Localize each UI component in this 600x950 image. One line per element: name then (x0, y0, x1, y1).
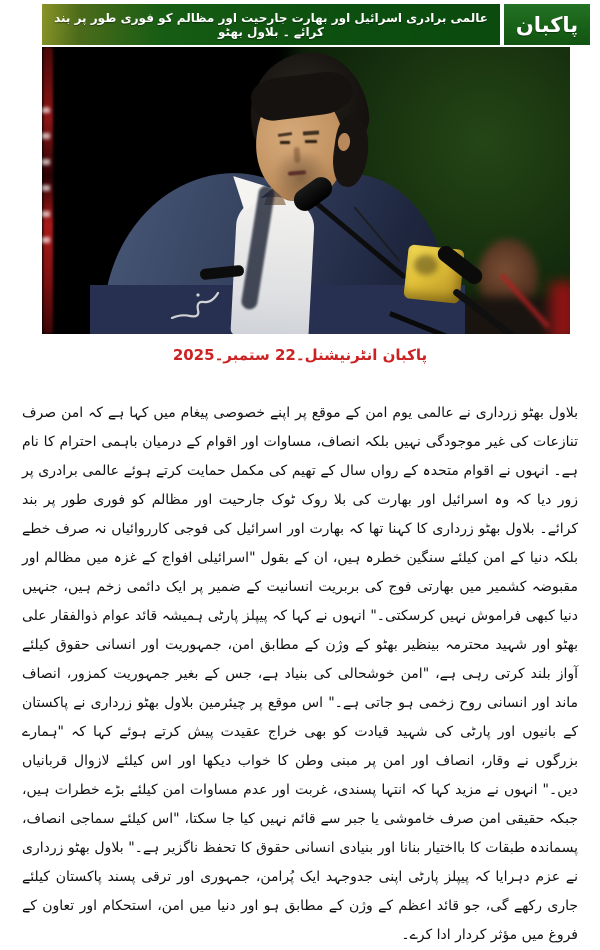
blazer-embroidery (168, 285, 222, 319)
headline: عالمی برادری اسرائیل اور بھارت جارحیت اور مظالم کو فوری طور پر بند کرائے ۔ بلاول بھٹو (54, 10, 488, 39)
speaker-eye-left (280, 141, 290, 144)
article-body: بلاول بھٹو زرداری نے عالمی یوم امن کے موقع پر اپنے خصوصی پیغام میں کہا ہے کہ امن صرف تنازعات کی غیر موجودگی نہیں بلکہ انصاف، مساوات اور اقوام کے درمیان باہمی احترام کا نام ہے۔ انہوں نے اقوام متحدہ کے رواں سال کے تھیم کی مکمل حمایت کرتے ہوئے عالمی برادری پر زور دیا کہ وہ اسرائیل اور بھارت کی بلا روک ٹوک جارحیت اور مظالم کو فوری طور پر بند کرائے۔ بلاول بھٹو زرداری کا کہنا تھا کہ بھارت اور اسرائیل کی فوجی کارروائیاں نہ صرف خطے بلکہ دنیا کے امن کیلئے سنگین خطرہ ہیں، ان کے بقول "اسرائیلی افواج کے غزہ میں مظالم اور مقبوضہ کشمیر میں بھارتی فوج کی بربریت انسانیت کے ضمیر پر ایک دائمی زخم ہیں، جنہیں دنیا کبھی فراموش نہیں کرسکتی۔" انہوں نے کہا کہ پیپلز پارٹی ہمیشہ قائد عوام ذوالفقار علی بھٹو اور شہید محترمہ بینظیر بھٹو کے وژن کے مطابق امن، جمہوریت اور انسانی حقوق کیلئے آواز بلند کرتی رہی ہے، "امن خوشحالی کی بنیاد ہے، جس کے بغیر جمہوریت کمزور، انصاف ماند اور انسانی روح زخمی ہو جاتی ہے۔" اس موقع پر چیئرمین بلاول بھٹو زرداری نے پاکستان کے بانیوں اور پارٹی کی شہید قیادت کو بھی خراج عقیدت پیش کرتے ہوئے کہا کہ "ہمارے بزرگوں نے وقار، انصاف اور امن پر مبنی وطن کا خواب دیکھا اور اس کیلئے لازوال قربانیاں دیں۔" انہوں نے مزید کہا کہ انتہا پسندی، غربت اور عدم مساوات امن کیلئے بڑے خطرات ہیں، جبکہ حقیقی امن صرف خاموشی یا جبر سے قائم نہیں کیا جا سکتا، "اس کیلئے سماجی انصاف، پسماندہ طبقات کا بااختیار بنانا اور بنیادی انسانی حقوق کا تحفظ ناگزیر ہے۔" بلاول بھٹو زرداری نے عزم دہرایا کہ پیپلز پارٹی اپنی جدوجہد ایک پُرامن، جمہوری اور ترقی پسند پاکستان کیلئے جاری رکھے گی، جو قائد اعظم کے وژن کے مطابق ہو اور دنیا میں امن، استحکام اور تعاون کے فروغ میں مؤثر کردار ادا کرے۔ (22, 405, 578, 943)
banner-specks (42, 107, 50, 252)
red-blur-corner (550, 282, 570, 334)
masthead-bar (42, 4, 590, 45)
site-logo-label: پاکبان (515, 12, 579, 37)
mic-flag-logo-smudge (414, 255, 438, 275)
speaker-eye-right (305, 140, 317, 143)
dateline: پاکبان انٹرنیشنل۔22 ستمبر۔2025 (172, 346, 428, 364)
speaker-shirt (230, 195, 315, 334)
news-photo (42, 47, 570, 334)
site-logo[interactable] (500, 4, 590, 45)
